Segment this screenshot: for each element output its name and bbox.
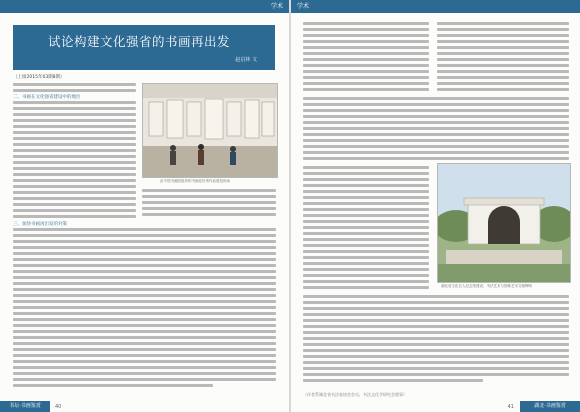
text-line [303,214,429,217]
text-line [303,46,429,49]
text-line [303,34,429,37]
running-header-label: 学术 [297,3,310,10]
footer-bar [520,401,580,412]
text-line [13,360,276,363]
text-line [13,234,276,237]
text-line [13,89,136,92]
text-line [303,319,569,322]
text-line [303,331,569,334]
text-line [303,184,429,187]
text-line [13,107,136,110]
text-line [142,201,276,204]
text-line [303,109,569,112]
text-line [303,238,429,241]
text-line [13,191,136,194]
text-line [303,280,429,283]
memorial-photo-caption: 湖北省文化名人纪念馆建设，书法艺术与园林艺术交相辉映 [441,284,532,288]
footer-label: 湖北·书画鉴赏 [534,403,566,409]
running-header [0,0,289,13]
text-line [13,246,276,249]
text-line [303,361,569,364]
text-line [303,367,569,370]
text-line [303,226,429,229]
text-line [13,366,276,369]
text-line [142,207,276,210]
text-line [303,301,569,304]
text-line [142,189,276,192]
text-line [13,276,276,279]
text-line [13,173,136,176]
text-line [13,185,136,188]
text-line [303,313,569,316]
text-line [13,215,136,218]
article-title: 试论构建文化强省的书画再出发 [48,34,231,49]
article-title-block [13,25,275,70]
text-line [303,232,429,235]
section-heading-2: 三、加快书画再出发的对策 [13,222,67,227]
running-header-label: 学术 [270,3,283,10]
text-line [13,324,276,327]
text-line [303,190,429,193]
text-line [13,119,136,122]
text-line [303,157,569,160]
text-line [437,70,569,73]
author-note: （作者系湖北省书法家协会会员，书法文化学研究会理事） [303,392,407,397]
text-line [303,145,569,148]
text-line [303,103,569,106]
left-page [0,0,289,412]
text-line [13,113,136,116]
text-line [303,202,429,205]
text-line [13,342,276,345]
text-line [303,262,429,265]
text-line [13,336,276,339]
text-line [303,373,569,376]
text-line [13,312,276,315]
text-line [437,22,569,25]
text-line [13,125,136,128]
text-line [437,34,569,37]
text-line [437,46,569,49]
text-line [13,270,276,273]
text-line [13,228,276,231]
text-line [13,348,276,351]
text-line [303,295,569,298]
text-line [303,52,429,55]
text-line [303,178,429,181]
text-line [303,70,429,73]
text-line [13,240,276,243]
running-header [291,0,580,13]
text-line [13,294,276,297]
text-line [13,179,136,182]
text-line [303,139,569,142]
text-line [303,250,429,253]
text-line [437,28,569,31]
text-line [303,220,429,223]
text-line [142,213,276,216]
text-line [13,143,136,146]
exhibition-photo [142,83,278,178]
text-line [303,196,429,199]
text-line [13,354,276,357]
text-line [13,137,136,140]
text-line [303,88,429,91]
text-line [13,197,136,200]
text-line [13,282,276,285]
text-line [13,306,276,309]
text-line [303,274,429,277]
text-line [303,244,429,247]
text-line [303,325,569,328]
text-line [13,378,276,381]
text-line [303,379,483,382]
text-line [303,133,569,136]
page-number: 40 [55,404,62,410]
footer-bar [0,401,50,412]
text-line [13,203,136,206]
text-line [13,167,136,170]
text-line [303,166,429,169]
text-line [303,28,429,31]
text-line [13,209,136,212]
text-line [303,97,569,100]
text-line [13,318,276,321]
text-line [13,161,136,164]
text-line [437,88,569,91]
text-line [303,343,569,346]
text-line [13,101,136,104]
text-line [303,349,569,352]
text-line [13,155,136,158]
text-line [13,83,136,86]
page-number: 41 [507,404,514,410]
memorial-photo [437,163,571,283]
text-line [437,58,569,61]
text-line [13,252,276,255]
text-line [437,64,569,67]
text-line [13,384,213,387]
text-line [303,82,429,85]
text-line [437,52,569,55]
text-line [13,131,136,134]
text-line [13,264,276,267]
text-line [13,300,276,303]
text-line [303,208,429,211]
text-line [437,40,569,43]
text-line [13,372,276,375]
text-line [303,355,569,358]
footer-label: 书坛·书画鉴赏 [9,403,41,409]
text-line [437,76,569,79]
text-line [303,115,569,118]
text-line [303,172,429,175]
text-line [13,258,276,261]
text-line [13,288,276,291]
exhibition-photo-caption: 由中国书画院组织的书画爱好者作品展览现场 [160,179,230,183]
text-line [303,268,429,271]
section-heading-1: 二、书画在文化强省建设中的地位 [13,95,81,100]
continuation-note: （上接2015年03期8期） [13,75,65,80]
text-line [303,337,569,340]
text-line [142,195,276,198]
text-line [303,151,569,154]
text-line [303,256,429,259]
text-line [303,22,429,25]
text-line [303,286,429,289]
text-line [303,307,569,310]
text-line [13,149,136,152]
text-line [13,330,276,333]
text-line [303,64,429,67]
text-line [303,40,429,43]
article-author: 赵启林 文 [235,57,257,63]
text-line [303,121,569,124]
text-line [437,82,569,85]
text-line [303,127,569,130]
right-page [291,0,580,412]
text-line [303,58,429,61]
text-line [303,76,429,79]
